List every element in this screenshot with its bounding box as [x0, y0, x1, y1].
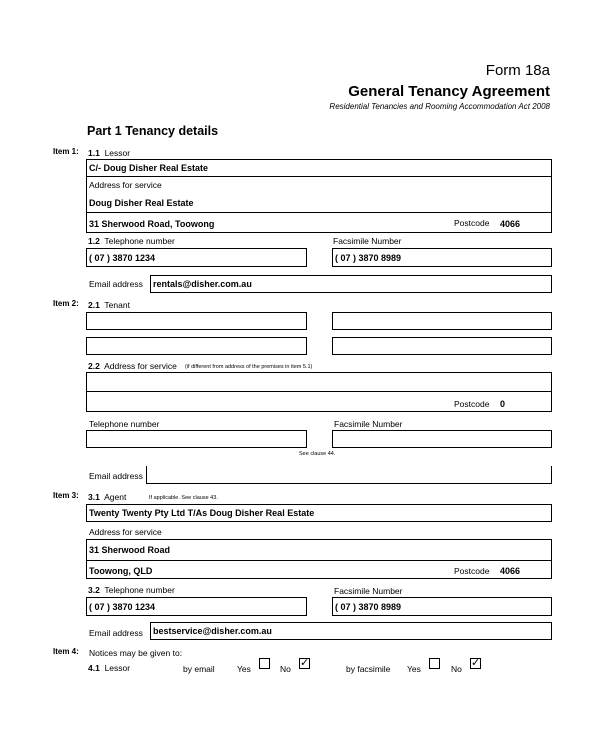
tenant2-field[interactable]: [332, 312, 552, 330]
agent-fax-label: Facsimile Number: [334, 586, 403, 596]
notices-lessor-heading: 4.1 Lessor: [88, 663, 131, 673]
tenant-address-note: (if different from address of the premises in item 5.1): [185, 364, 313, 370]
agent-heading: 3.1 Agent: [88, 492, 127, 502]
agent-email-field[interactable]: [150, 622, 552, 640]
tenant1-field[interactable]: [86, 312, 307, 330]
tenant-email-field[interactable]: [146, 466, 552, 484]
agent-address-line2: Toowong, QLD: [89, 566, 153, 576]
lessor-email-value: rentals@disher.com.au: [153, 279, 252, 289]
notices-label: Notices may be given to:: [89, 648, 183, 658]
lessor-fax-value: ( 07 ) 3870 8989: [335, 253, 402, 263]
agent-name-field[interactable]: [86, 504, 552, 522]
fax-yes-checkbox[interactable]: [429, 658, 440, 669]
agent-phone-heading: 3.2 Telephone number: [88, 585, 175, 595]
form-act: Residential Tenancies and Rooming Accommodation Act 2008: [329, 102, 550, 111]
email-no-label: No: [280, 664, 291, 674]
lessor-phone-field[interactable]: [86, 248, 307, 267]
tenant-fax-field[interactable]: [332, 430, 552, 448]
agent-email-value: bestservice@disher.com.au: [153, 626, 272, 636]
item3-label: Item 3:: [53, 491, 79, 500]
lessor-phone-heading: 1.2 Telephone number: [88, 236, 175, 246]
agent-fax-value: ( 07 ) 3870 8989: [335, 602, 402, 612]
lessor-address-line2: 31 Sherwood Road, Toowong: [89, 219, 215, 229]
fax-no-label: No: [451, 664, 462, 674]
lessor-heading: 1.1 Lessor: [88, 148, 131, 158]
agent-email-label: Email address: [89, 628, 143, 638]
lessor-postcode-label: Postcode: [454, 218, 490, 228]
item4-label: Item 4:: [53, 647, 79, 656]
item2-label: Item 2:: [53, 299, 79, 308]
agent-phone-field[interactable]: [86, 597, 307, 616]
lessor-email-field[interactable]: [150, 275, 552, 293]
tenant-postcode-label: Postcode: [454, 399, 490, 409]
lessor-address-label: Address for service: [89, 180, 162, 190]
item1-label: Item 1:: [53, 147, 79, 156]
tenant-postcode: 0: [500, 399, 506, 409]
agent-note: If applicable. See clause 43.: [149, 495, 218, 501]
tenant-email-label: Email address: [89, 471, 143, 481]
lessor-fax-label: Facsimile Number: [333, 236, 402, 246]
part-title: Part 1 Tenancy details: [87, 124, 219, 138]
email-yes-label: Yes: [237, 664, 251, 674]
agent-postcode: 4066: [500, 566, 521, 576]
by-email-label: by email: [183, 664, 215, 674]
tenant-fax-label: Facsimile Number: [334, 419, 403, 429]
lessor-fax-field[interactable]: [332, 248, 552, 267]
tenant-address-line1: [87, 373, 551, 392]
form-title: General Tenancy Agreement: [348, 83, 550, 100]
fax-yes-label: Yes: [407, 664, 421, 674]
tenant-address-heading: 2.2 Address for service: [88, 361, 177, 371]
lessor-address-line1: Doug Disher Real Estate: [89, 198, 194, 208]
tenant-phone-label: Telephone number: [89, 419, 160, 429]
tenant4-field[interactable]: [332, 337, 552, 355]
email-no-checkbox[interactable]: ✓: [300, 657, 310, 669]
agent-postcode-label: Postcode: [454, 566, 490, 576]
lessor-postcode: 4066: [500, 219, 521, 229]
lessor-phone-value: ( 07 ) 3870 1234: [89, 253, 156, 263]
see-clause-note: See clause 44.: [299, 451, 336, 457]
agent-name-value: Twenty Twenty Pty Ltd T/As Doug Disher Real Estate: [89, 508, 315, 518]
tenant-heading: 2.1 Tenant: [88, 300, 130, 310]
email-yes-checkbox[interactable]: [259, 658, 270, 669]
lessor-name-field[interactable]: [86, 159, 552, 177]
fax-no-checkbox[interactable]: ✓: [471, 657, 481, 669]
agent-fax-field[interactable]: [332, 597, 552, 616]
agent-address-line1: 31 Sherwood Road: [89, 545, 171, 555]
tenant-phone-field[interactable]: [86, 430, 307, 448]
by-fax-label: by facsimile: [346, 664, 391, 674]
agent-address-label: Address for service: [89, 527, 162, 537]
lessor-name-value: C/- Doug Disher Real Estate: [89, 163, 209, 173]
form-number: Form 18a: [485, 62, 550, 79]
lessor-email-label: Email address: [89, 279, 143, 289]
tenant3-field[interactable]: [86, 337, 307, 355]
agent-phone-value: ( 07 ) 3870 1234: [89, 602, 156, 612]
